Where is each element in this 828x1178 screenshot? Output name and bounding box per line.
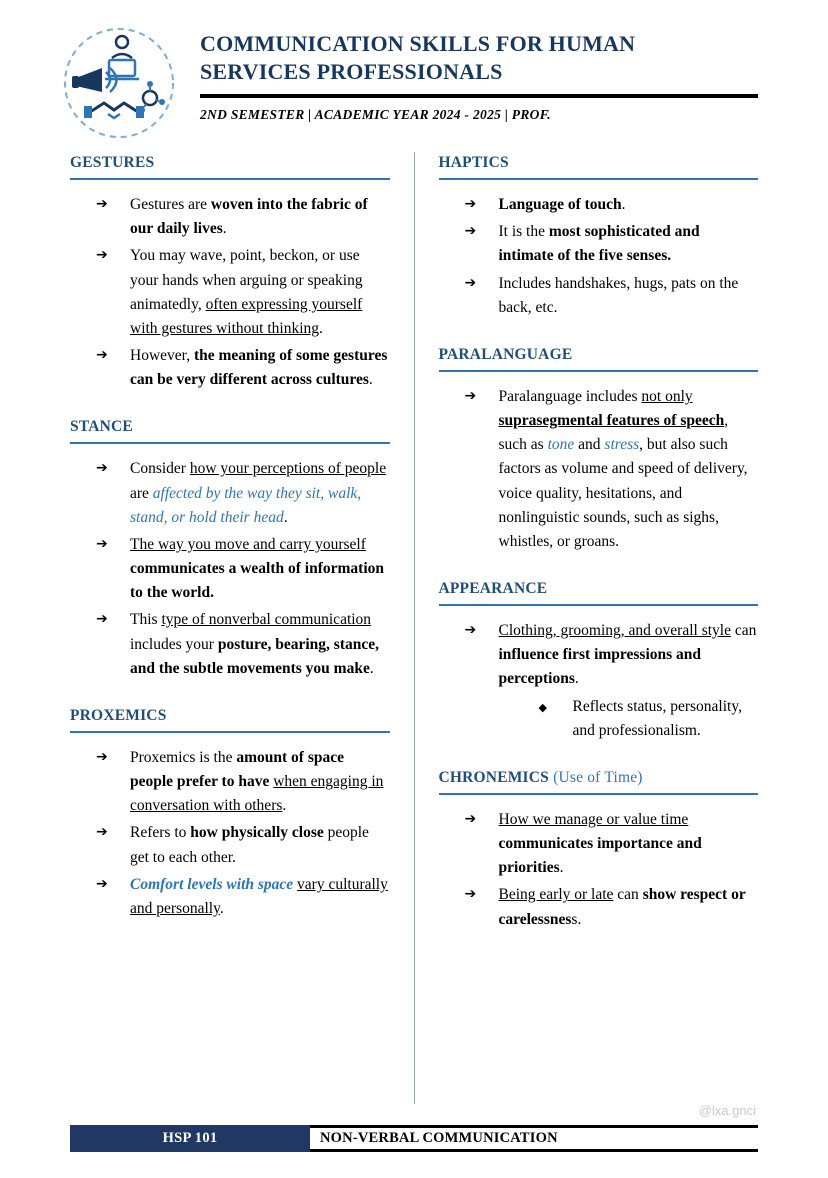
page-title-line1: COMMUNICATION SKILLS FOR HUMAN xyxy=(200,31,636,56)
arrow-bullet-icon: ➔ xyxy=(96,196,108,212)
arrow-bullet-icon: ➔ xyxy=(96,748,108,765)
section-underline xyxy=(439,370,759,372)
page-title-line2: SERVICES PROFESSIONALS xyxy=(200,58,503,84)
bullet-text: Gestures are woven into the fabric of our daily lives. xyxy=(130,196,368,238)
section-underline xyxy=(70,731,390,733)
section-appearance xyxy=(439,580,759,743)
bullet-item xyxy=(70,344,390,392)
bullet-item xyxy=(70,193,390,241)
section-underline xyxy=(439,604,759,606)
section-title-stance: STANCE xyxy=(70,418,133,436)
bullet-item xyxy=(439,808,759,881)
arrow-bullet-icon: ➔ xyxy=(464,886,477,903)
handshake-icon xyxy=(84,103,144,118)
section-proxemics xyxy=(70,707,390,921)
bullet-text: This type of nonverbal communication includes your posture, bearing, stance, and the subtle movements you make. xyxy=(130,611,379,677)
footer-bar xyxy=(70,1125,758,1152)
arrow-bullet-icon: ➔ xyxy=(96,824,108,841)
communication-logo xyxy=(62,26,176,140)
bullet-item xyxy=(439,193,759,217)
arrow-bullet-icon: ➔ xyxy=(96,535,108,552)
bullet-text: The way you move and carry yourself communicates a wealth of information to the world. xyxy=(130,535,384,602)
arrow-bullet-icon: ➔ xyxy=(464,810,477,827)
section-underline xyxy=(70,178,390,180)
section-underline xyxy=(439,178,759,180)
bullet-text: Includes handshakes, hugs, pats on the back, etc. xyxy=(498,274,739,316)
course-code-badge: HSP 101 xyxy=(70,1125,310,1152)
bullet-text: However, the meaning of some gestures can be very different across cultures. xyxy=(130,347,388,389)
arrow-bullet-icon: ➔ xyxy=(464,387,477,404)
page-subtitle: 2ND SEMESTER | ACADEMIC YEAR 2024 - 2025 | PROF. xyxy=(200,107,551,122)
section-title-appearance: APPEARANCE xyxy=(438,580,548,598)
page-header xyxy=(0,0,828,140)
bullet-text: Reflects status, personality, and professionalism. xyxy=(572,697,742,739)
bullet-text: Refers to how physically close people get to each other. xyxy=(130,824,369,866)
bullet-text: Consider how your perceptions of people are affected by the way they sit, walk, stand, or hold their head. xyxy=(130,460,387,526)
bullet-list xyxy=(70,457,390,681)
bullet-item xyxy=(70,873,390,921)
section-title-proxemics: PROXEMICS xyxy=(70,706,167,724)
diamond-bullet-icon: ◆ xyxy=(538,700,547,714)
arrow-bullet-icon: ➔ xyxy=(96,875,108,892)
bullet-list xyxy=(439,808,759,932)
bullet-text: You may wave, point, beckon, or use your hands when arguing or speaking animatedly, often expressing yourself with gestures without thinking. xyxy=(130,247,363,337)
section-title-paralanguage: PARALANGUAGE xyxy=(438,345,573,363)
person-laptop-icon xyxy=(105,36,139,79)
section-title-suffix: (Use of Time) xyxy=(549,768,643,786)
watermark: @lxa.gnci xyxy=(698,1103,756,1118)
bullet-list xyxy=(439,193,759,320)
bullet-text: Paralanguage includes not only suprasegmental features of speech, such as tone and stress, but also such factors as volume and speed of delivery, voice quality, hesitations, and nonlinguistic sounds, such as sighs, whistles, or groans. xyxy=(498,387,748,550)
arrow-bullet-icon: ➔ xyxy=(96,611,108,628)
bullet-text: Language of touch. xyxy=(498,196,626,213)
bullet-text: Being early or late can show respect or carelessness. xyxy=(498,886,746,928)
bullet-item xyxy=(439,883,759,931)
section-title-haptics: HAPTICS xyxy=(438,154,509,171)
bullet-list xyxy=(70,193,390,392)
footer-topic: NON-VERBAL COMMUNICATION xyxy=(310,1125,758,1152)
column-left xyxy=(70,152,414,1104)
section-haptics xyxy=(439,154,759,320)
bullet-item xyxy=(70,533,390,606)
logo-illustration xyxy=(62,26,176,140)
arrow-bullet-icon: ➔ xyxy=(96,247,108,264)
bullet-item xyxy=(439,695,759,743)
page-title xyxy=(200,30,758,85)
content-columns xyxy=(0,152,828,1104)
bullet-item xyxy=(70,457,390,530)
section-title-gestures: GESTURES xyxy=(70,154,155,171)
bullet-item xyxy=(70,746,390,819)
arrow-bullet-icon: ➔ xyxy=(96,460,108,477)
network-gear-icon xyxy=(139,81,165,113)
section-gestures xyxy=(70,154,390,392)
section-stance xyxy=(70,418,390,681)
bullet-text: It is the most sophisticated and intimate of the five senses. xyxy=(498,223,700,265)
arrow-bullet-icon: ➔ xyxy=(464,196,477,212)
bullet-list xyxy=(439,619,759,743)
arrow-bullet-icon: ➔ xyxy=(464,274,477,291)
section-chronemics xyxy=(439,769,759,932)
column-right xyxy=(415,152,759,1104)
bullet-item xyxy=(439,272,759,320)
section-title-chronemics: CHRONEMICS (Use of Time) xyxy=(438,768,643,786)
bullet-item xyxy=(439,385,759,554)
arrow-bullet-icon: ➔ xyxy=(464,223,477,240)
bullet-item xyxy=(70,244,390,341)
arrow-bullet-icon: ➔ xyxy=(96,347,108,364)
section-underline xyxy=(439,793,759,795)
bullet-item xyxy=(439,619,759,692)
bullet-item xyxy=(439,220,759,268)
header-text xyxy=(200,26,758,140)
bullet-text: How we manage or value time communicates importance and priorities. xyxy=(498,810,702,877)
section-paralanguage xyxy=(439,346,759,554)
bullet-item xyxy=(70,608,390,681)
bullet-item xyxy=(70,821,390,869)
bullet-list xyxy=(439,385,759,554)
bullet-text: Clothing, grooming, and overall style can influence first impressions and perceptions. xyxy=(498,622,757,688)
arrow-bullet-icon: ➔ xyxy=(464,622,477,639)
title-divider-rule xyxy=(200,94,758,98)
bullet-text: Comfort levels with space vary culturally and personally. xyxy=(130,875,388,917)
bullet-text: Proxemics is the amount of space people prefer to have when engaging in conversation with others. xyxy=(130,748,384,815)
bullet-list xyxy=(70,746,390,921)
section-underline xyxy=(70,442,390,444)
